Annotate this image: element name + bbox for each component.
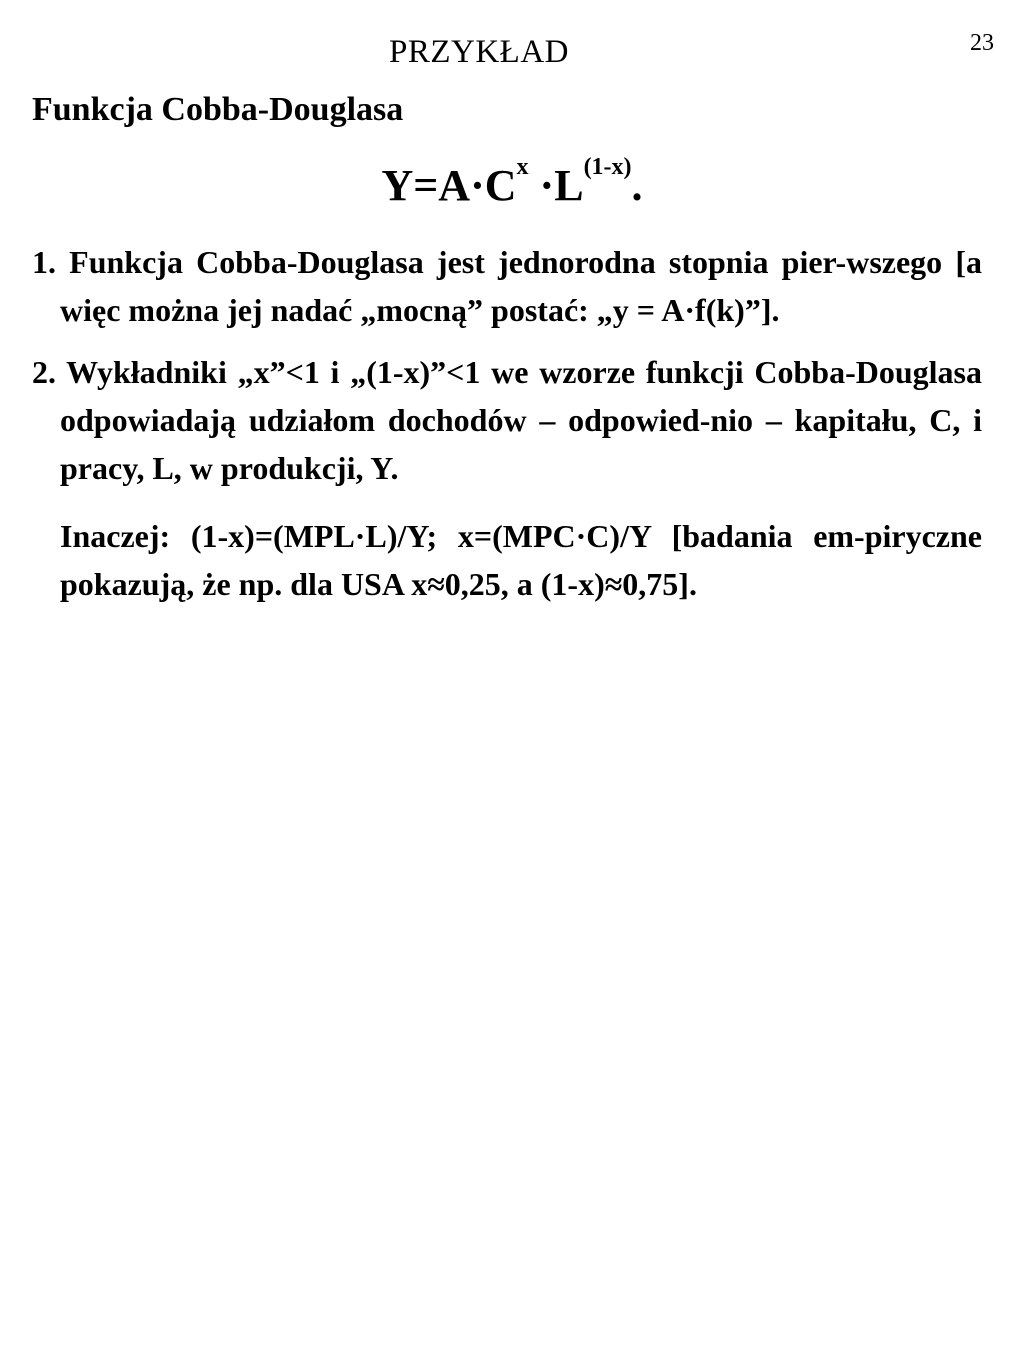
point-2: 2. Wykładniki „x”<1 i „(1-x)”<1 we wzorze funkcji Cobba-Douglasa odpowiadają udziałom dochodów – odpowied-nio – kapitału, C, i pracy, L, w produkcji, Y. [32,354,982,486]
cobb-douglas-formula [0,154,1024,211]
page-number: 23 [970,30,994,56]
formula-end: . [631,161,643,210]
formula-base: Y=A·C [381,161,517,210]
formula-mid: ·L [528,161,584,210]
note-paragraph: Inaczej: (1-x)=(MPL·L)/Y; x=(MPC·C)/Y [badania em-piryczne pokazują, że np. dla USA x≈0,25, a (1-x)≈0,75]. [60,518,982,602]
subtitle: Funkcja Cobba-Douglasa [32,91,404,128]
formula-exponent-x: x [516,154,529,180]
point-1: 1. Funkcja Cobba-Douglasa jest jednorodna stopnia pier-wszego [a więc można jej nadać „mocną” postać: „y = A·f(k)”]. [32,244,982,328]
points-list [32,238,982,608]
formula-exponent-1-x: (1-x) [583,154,632,180]
slide-header: PRZYKŁAD [388,34,569,70]
